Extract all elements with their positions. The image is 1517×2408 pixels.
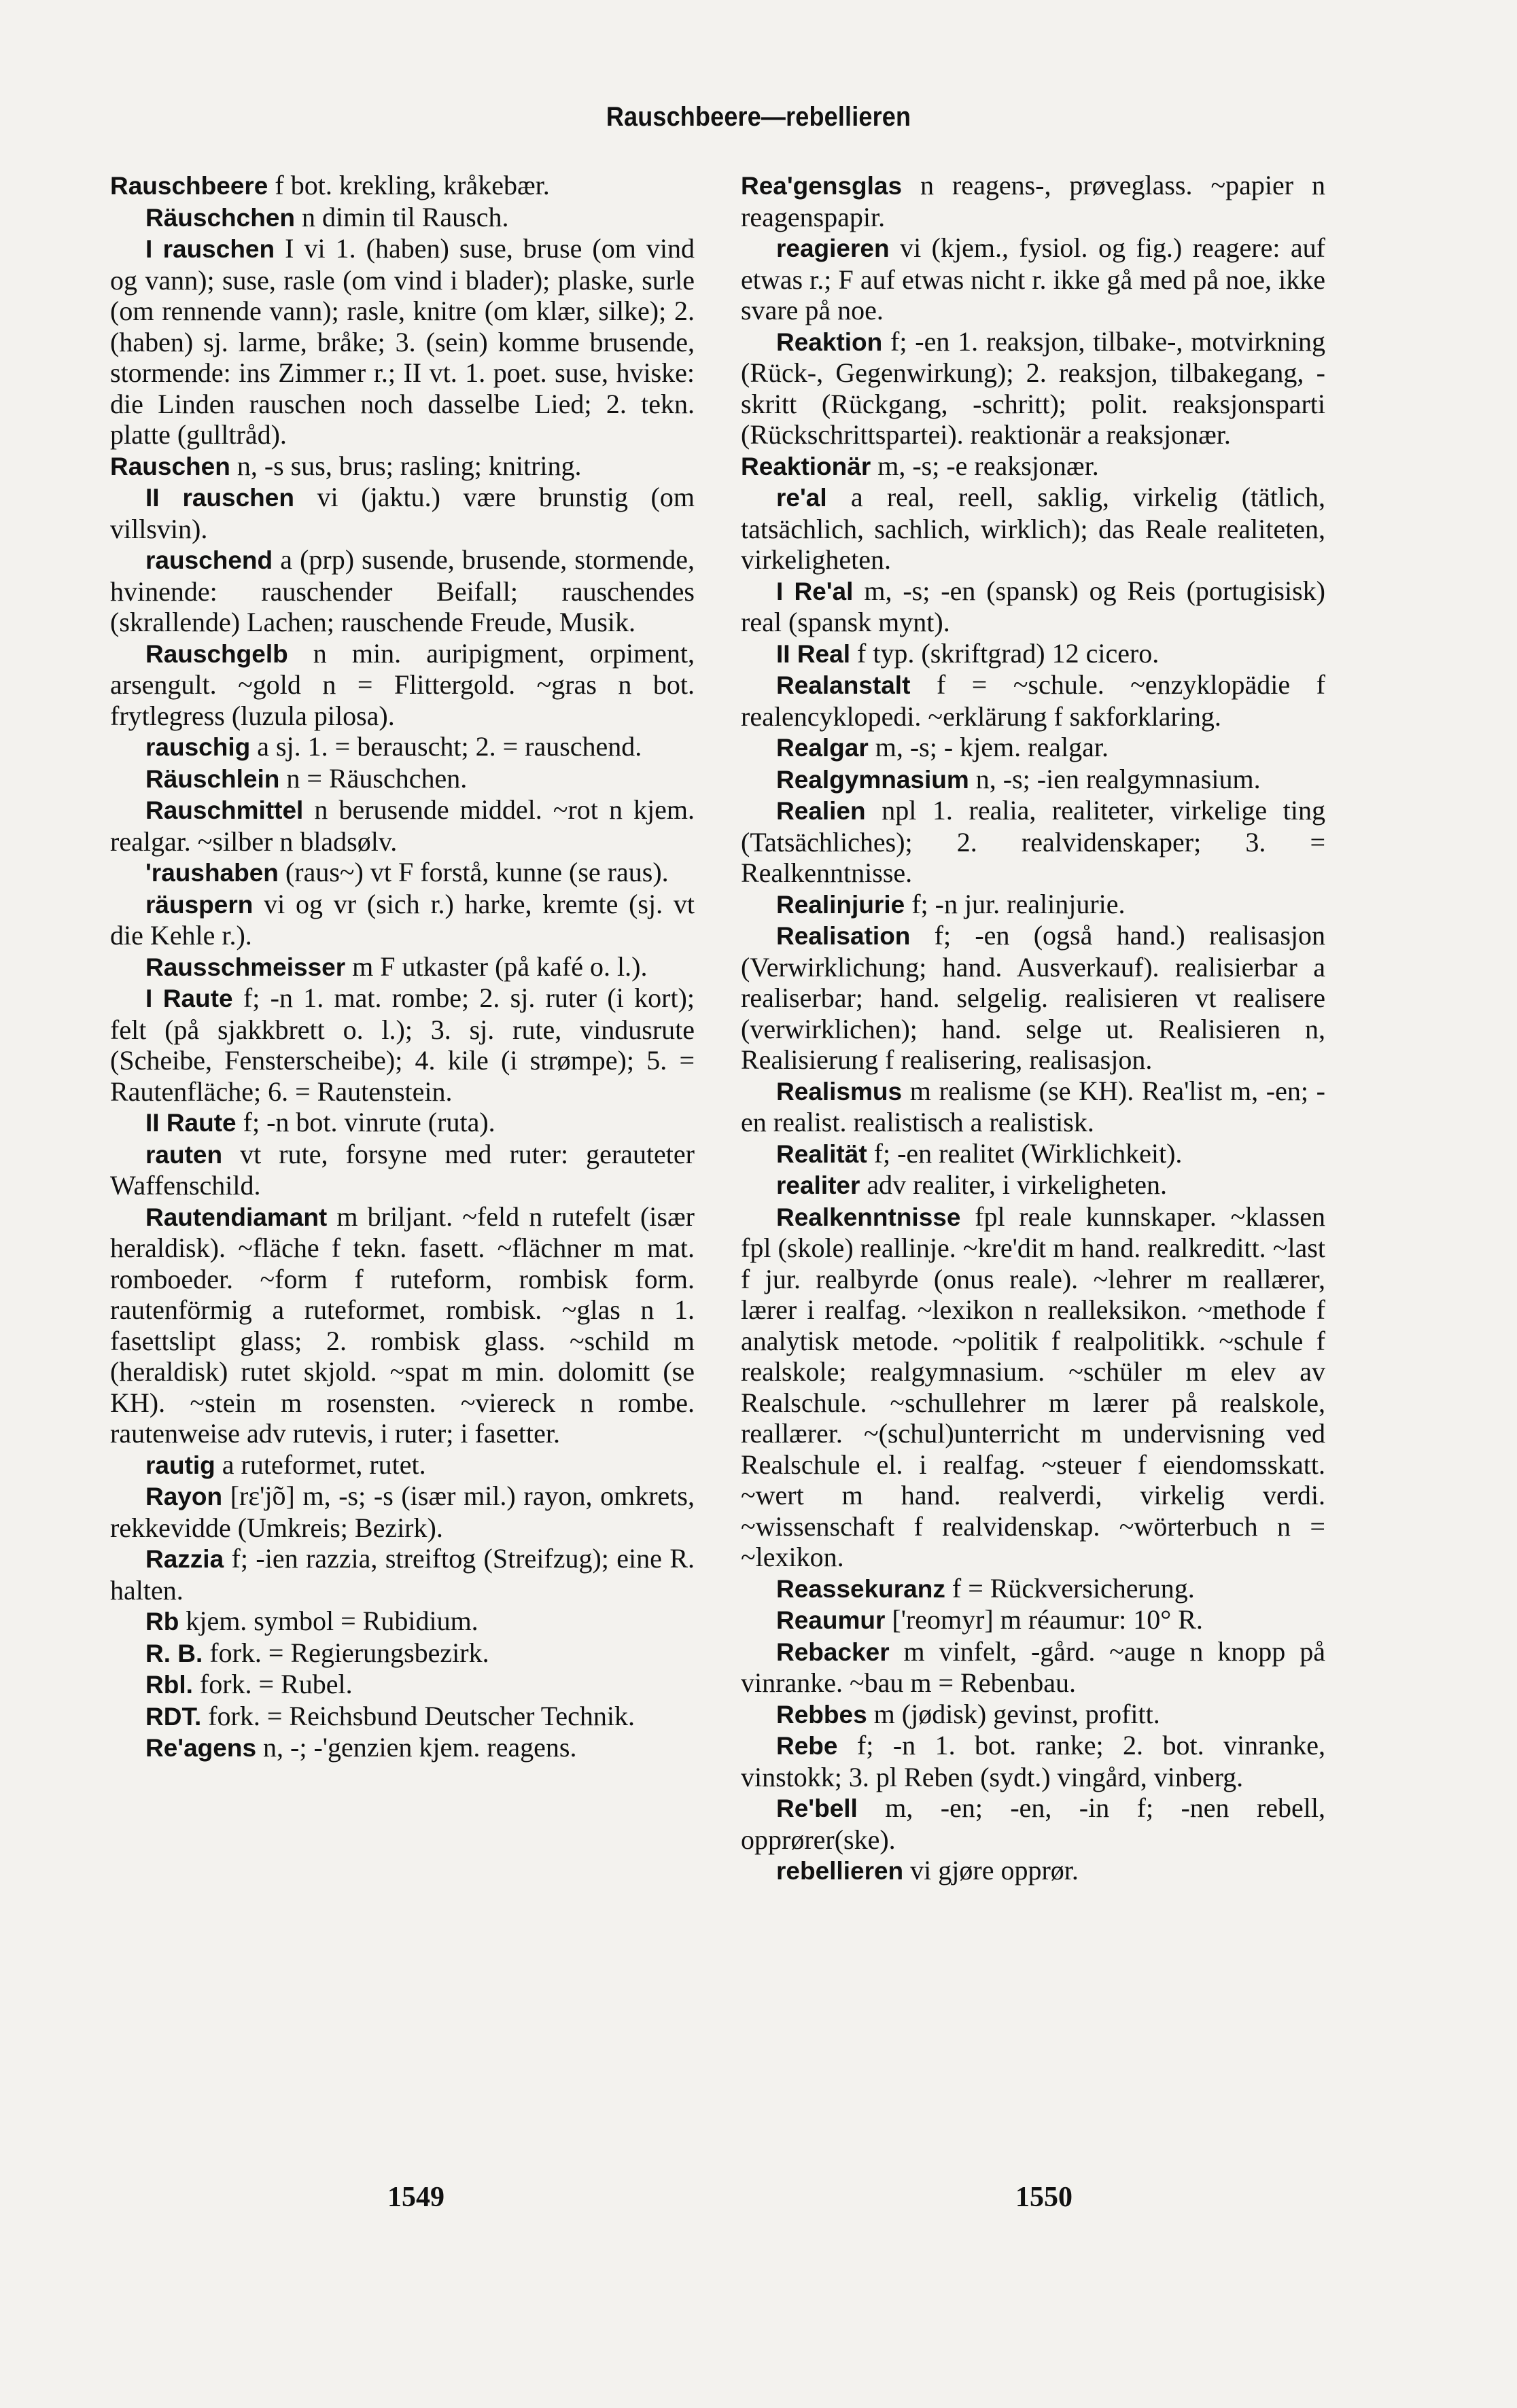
entry-definition: n berusende middel. ~rot n kjem. realgar. ~silber n bladsølv. (110, 794, 695, 857)
left-column (110, 170, 695, 1764)
dictionary-entry (110, 170, 695, 202)
dictionary-entry (741, 1076, 1325, 1138)
dictionary-entry (741, 450, 1325, 482)
entry-headword: rauschend (145, 546, 273, 574)
entry-headword: Rautendiamant (145, 1203, 328, 1231)
entry-definition: f; -en realitet (Wirklichkeit). (867, 1137, 1183, 1169)
entry-headword: Reassekuranz (776, 1574, 945, 1603)
entry-headword: rebellieren (776, 1857, 904, 1885)
entry-definition: fork. = Regierungsbezirk. (203, 1637, 489, 1668)
entry-definition: (raus~) vt F forstå, kunne (se raus). (278, 857, 669, 887)
entry-headword: Re'agens (145, 1734, 257, 1762)
entry-headword: Reaktion (776, 327, 883, 356)
dictionary-entry (741, 669, 1325, 732)
entry-headword: Realgar (776, 734, 869, 762)
dictionary-entry (110, 544, 695, 638)
entry-definition: f; -n jur. realinjurie. (905, 888, 1126, 919)
page-number-left: 1549 (387, 2182, 444, 2213)
entry-definition: n reagens-, prøveglass. ~papier n reagenspapir. (741, 170, 1325, 232)
entry-headword: II Raute (145, 1109, 237, 1137)
dictionary-entry (741, 1636, 1325, 1699)
entry-definition: m realisme (se KH). Rea'list m, -en; -en realist. realistisch a realistisk. (741, 1075, 1325, 1137)
entry-definition: m briljant. ~feld n rutefelt (især heraldisk). ~fläche f tekn. fasett. ~flächner m mat. romboeder. ~form f ruteform, rombisk form. rautenförmig a ruteformet, rombisk. ~glas n 1. fasettslipt glass; 2. rombisk glass. ~schild m (heraldisk) rutet skjold. ~spat m min. dolomitt (se KH). ~stein m rosensten. ~viereck n rombe. rautenweise adv rutevis, i ruter; i fasetter. (110, 1201, 695, 1449)
entry-headword: re'al (776, 484, 827, 512)
entry-definition: I vi 1. (haben) suse, bruse (om vind og vann); suse, rasle (om vind i blader); plaske, surle (om rennende vann); rasle, knitre (om klær, silke); 2. (haben) sj. larme, bråke; 3. (sein) komme brusende, stormende: ins Zimmer r.; II vt. 1. poet. suse, hviske: die Linden rauschen noch dasselbe Lied; 2. tekn. platte (gulltråd). (110, 233, 695, 450)
entry-headword: Realinjurie (776, 890, 905, 919)
entry-definition: [rɛ'jõ] m, -s; -s (især mil.) rayon, omkrets, rekkevidde (Umkreis; Bezirk). (110, 1481, 695, 1543)
entry-definition: a sj. 1. = berauscht; 2. = rauschend. (250, 731, 642, 762)
entry-headword: 'raushaben (145, 859, 279, 887)
entry-definition: n min. auripigment, orpiment, arsengult. ~gold n = Flittergold. ~gras n bot. frytlegress (luzula pilosa). (110, 637, 695, 731)
entry-definition: a (prp) susende, brusende, stormende, hvinende: rauschender Beifall; rauschendes (skrallende) Lachen; rauschende Freude, Musik. (110, 544, 695, 637)
entry-headword: Razzia (145, 1545, 224, 1573)
dictionary-entry (741, 889, 1325, 921)
entry-headword: Realanstalt (776, 671, 911, 699)
entry-headword: II rauschen (145, 484, 294, 512)
entry-definition: f = Rückversicherung. (945, 1572, 1195, 1604)
dictionary-entry (110, 202, 695, 234)
entry-definition: fork. = Reichsbund Deutscher Technik. (201, 1700, 635, 1731)
dictionary-entry (110, 1139, 695, 1201)
dictionary-entry (741, 795, 1325, 889)
entry-definition: a real, reell, saklig, virkelig (tätlich, tatsächlich, sachlich, wirklich); das Reale realiteten, virkeligheten. (741, 482, 1325, 575)
dictionary-entry (110, 1107, 695, 1139)
dictionary-entry (741, 482, 1325, 576)
entry-definition: n, -s sus, brus; rasling; knitring. (230, 450, 582, 481)
running-head: Rauschbeere—rebellieren (606, 102, 911, 132)
entry-definition: npl 1. realia, realiteter, virkelige ting (Tatsächliches); 2. realvidenskaper; 3. = Realkenntnisse. (741, 795, 1325, 888)
entry-headword: Rebe (776, 1732, 838, 1760)
entry-headword: Reaktionär (741, 452, 871, 480)
entry-definition: adv realiter, i virkeligheten. (860, 1169, 1167, 1200)
entry-definition: m (jødisk) gevinst, profitt. (867, 1698, 1160, 1729)
entry-headword: Rausschmeisser (145, 953, 346, 981)
entry-definition: f; -ien razzia, streiftog (Streifzug); eine R. halten. (110, 1543, 695, 1606)
dictionary-entry (741, 1604, 1325, 1636)
page-number-right: 1550 (1015, 2182, 1073, 2213)
dictionary-entry (110, 889, 695, 951)
entry-headword: Rauschmittel (145, 796, 304, 824)
entry-definition: fpl reale kunnskaper. ~klassen fpl (skole) reallinje. ~kre'dit m hand. realkreditt. ~last f jur. realbyrde (onus reale). ~lehrer m reallærer, lærer i realfag. ~lexikon n realleksikon. ~methode f analytisk metode. ~politik f realpolitikk. ~schule f realskole; realgymnasium. ~schüler m elev av Realschule. ~schullehrer m lærer på realskole, reallærer. ~(schul)unterricht m undervisning ved Realschule el. i realfag. ~steuer f eiendomsskatt. ~wert m hand. realverdi, virkelig verdi. ~wissenschaft f realvidenskap. ~wörterbuch n = ~lexikon. (741, 1201, 1325, 1572)
dictionary-entry (741, 764, 1325, 796)
entry-definition: m, -s; -en (spansk) og Reis (portugisisk) real (spansk mynt). (741, 575, 1325, 637)
entry-headword: Rbl. (145, 1671, 193, 1699)
entry-definition: f bot. krekling, kråkebær. (268, 170, 550, 200)
dictionary-entry (110, 233, 695, 450)
entry-definition: f typ. (skriftgrad) 12 cicero. (850, 637, 1159, 669)
entry-definition: f; -en (også hand.) realisasjon (Verwirklichung; hand. Ausverkauf). realisierbar a realiserbar; hand. selgelig. realisieren vt realisere (verwirklichen); hand. selge ut. Realisieren n, Realisierung f realisering, realisasjon. (741, 920, 1325, 1075)
entry-definition: n = Räuschchen. (279, 762, 468, 794)
entry-headword: I Raute (145, 985, 233, 1012)
entry-definition: vi (jaktu.) være brunstig (om villsvin). (110, 482, 695, 544)
dictionary-entry (110, 1481, 695, 1543)
entry-definition: m vinfelt, -gård. ~auge n knopp på vinranke. ~bau m = Rebenbau. (741, 1635, 1325, 1698)
entry-headword: Realisation (776, 922, 911, 950)
entry-definition: n, -; -'genzien kjem. reagens. (256, 1732, 577, 1763)
entry-headword: Realien (776, 797, 866, 825)
dictionary-entry (110, 482, 695, 544)
dictionary-entry (741, 1138, 1325, 1170)
dictionary-entry (741, 1855, 1325, 1887)
entry-headword: Re'bell (776, 1794, 858, 1822)
dictionary-entry (110, 1606, 695, 1637)
entry-definition: m, -s; - kjem. realgar. (868, 732, 1109, 762)
entry-headword: Realismus (776, 1077, 903, 1105)
entry-definition: f; -n 1. bot. ranke; 2. bot. vinranke, vinstokk; 3. pl Reben (sydt.) vingård, vinberg. (741, 1730, 1325, 1792)
dictionary-entry (110, 1201, 695, 1449)
entry-headword: Realkenntnisse (776, 1203, 961, 1231)
dictionary-entry (110, 450, 695, 482)
entry-headword: Räuschchen (145, 203, 296, 232)
entry-headword: II Real (776, 639, 850, 668)
dictionary-entry (110, 763, 695, 795)
dictionary-entry (110, 731, 695, 763)
dictionary-entry (741, 326, 1325, 450)
entry-headword: Rb (145, 1608, 179, 1635)
entry-definition: n, -s; -ien realgymnasium. (969, 763, 1261, 794)
dictionary-entry (110, 638, 695, 732)
entry-headword: Rauschen (110, 452, 230, 480)
entry-headword: rautig (145, 1451, 215, 1479)
entry-definition: vi og vr (sich r.) harke, kremte (sj. vt die Kehle r.). (110, 888, 695, 951)
dictionary-entry (741, 1699, 1325, 1731)
dictionary-entry (110, 1637, 695, 1669)
dictionary-entry (741, 920, 1325, 1076)
entry-headword: Rauschbeere (110, 172, 268, 200)
entry-definition: vi gjøre opprør. (903, 1855, 1079, 1885)
entry-headword: Reaumur (776, 1606, 886, 1634)
entry-definition: m, -en; -en, -in f; -nen rebell, opprører(ske). (741, 1792, 1325, 1855)
entry-definition: f; -n bot. vinrute (ruta). (236, 1107, 495, 1137)
entry-headword: räuspern (145, 890, 254, 919)
entry-definition: f; -n 1. mat. rombe; 2. sj. ruter (i kort); felt (på sjakkbrett o. l.); 3. sj. rute, vindusrute (Scheibe, Fensterscheibe); 4. kile (i strømpe); 5. = Rautenfläche; 6. = Rautenstein. (110, 982, 695, 1107)
dictionary-entry (110, 1701, 695, 1733)
dictionary-entry (110, 951, 695, 983)
dictionary-entry (741, 1169, 1325, 1201)
dictionary-entry (110, 794, 695, 857)
dictionary-entry (741, 1201, 1325, 1573)
entry-headword: rauten (145, 1140, 223, 1169)
dictionary-entry (741, 732, 1325, 764)
dictionary-entry (110, 857, 695, 889)
entry-headword: Rauschgelb (145, 639, 288, 668)
entry-definition: a ruteformet, rutet. (215, 1449, 426, 1480)
entry-definition: fork. = Rubel. (192, 1669, 353, 1699)
entry-definition: m F utkaster (på kafé o. l.). (345, 951, 648, 982)
entry-definition: f = ~schule. ~enzyklopädie f realencyklopedi. ~erklärung f sakforklaring. (741, 669, 1325, 732)
entry-headword: RDT. (145, 1702, 202, 1731)
right-column (741, 170, 1325, 1887)
dictionary-entry (110, 1543, 695, 1606)
entry-headword: R. B. (145, 1639, 203, 1667)
dictionary-entry (741, 232, 1325, 326)
dictionary-entry (741, 1730, 1325, 1792)
dictionary-entry (741, 1792, 1325, 1855)
entry-headword: realiter (776, 1171, 860, 1199)
dictionary-entry (741, 170, 1325, 232)
dictionary-entry (741, 638, 1325, 670)
entry-headword: I rauschen (145, 235, 275, 263)
entry-headword: Realgymnasium (776, 765, 969, 794)
entry-headword: Realität (776, 1139, 867, 1168)
entry-headword: Räuschlein (145, 764, 280, 793)
entry-definition: n dimin til Rausch. (295, 201, 509, 232)
entry-definition: f; -en 1. reaksjon, tilbake-, motvirkning (Rück-, Gegenwirkung); 2. reaksjon, tilbakegang, -skritt (Rückgang, -schritt); polit. reaksjonsparti (Rückschrittspartei). reaktionär a reaksjonær. (741, 325, 1325, 450)
entry-definition: ['reomyr] m réaumur: 10° R. (885, 1604, 1203, 1635)
entry-headword: Rebbes (776, 1700, 867, 1729)
entry-headword: rauschig (145, 733, 251, 761)
entry-definition: vt rute, forsyne med ruter: gerauteter Waffenschild. (110, 1138, 695, 1201)
entry-headword: Rayon (145, 1483, 223, 1510)
dictionary-entry (110, 1732, 695, 1764)
dictionary-entry (110, 1449, 695, 1481)
entry-headword: Rea'gensglas (741, 172, 903, 200)
entry-definition: vi (kjem., fysiol. og fig.) reagere: auf etwas r.; F auf etwas nicht r. ikke gå med på noe, ikke svare på noe. (741, 232, 1325, 325)
dictionary-entry (741, 1573, 1325, 1605)
dictionary-entry (741, 576, 1325, 638)
dictionary-entry (110, 982, 695, 1107)
entry-definition: kjem. symbol = Rubidium. (179, 1606, 478, 1636)
entry-definition: m, -s; -e reaksjonær. (871, 450, 1099, 481)
entry-headword: Rebacker (776, 1637, 890, 1666)
entry-headword: reagieren (776, 234, 890, 262)
entry-headword: I Re'al (776, 577, 854, 605)
dictionary-entry (110, 1669, 695, 1701)
